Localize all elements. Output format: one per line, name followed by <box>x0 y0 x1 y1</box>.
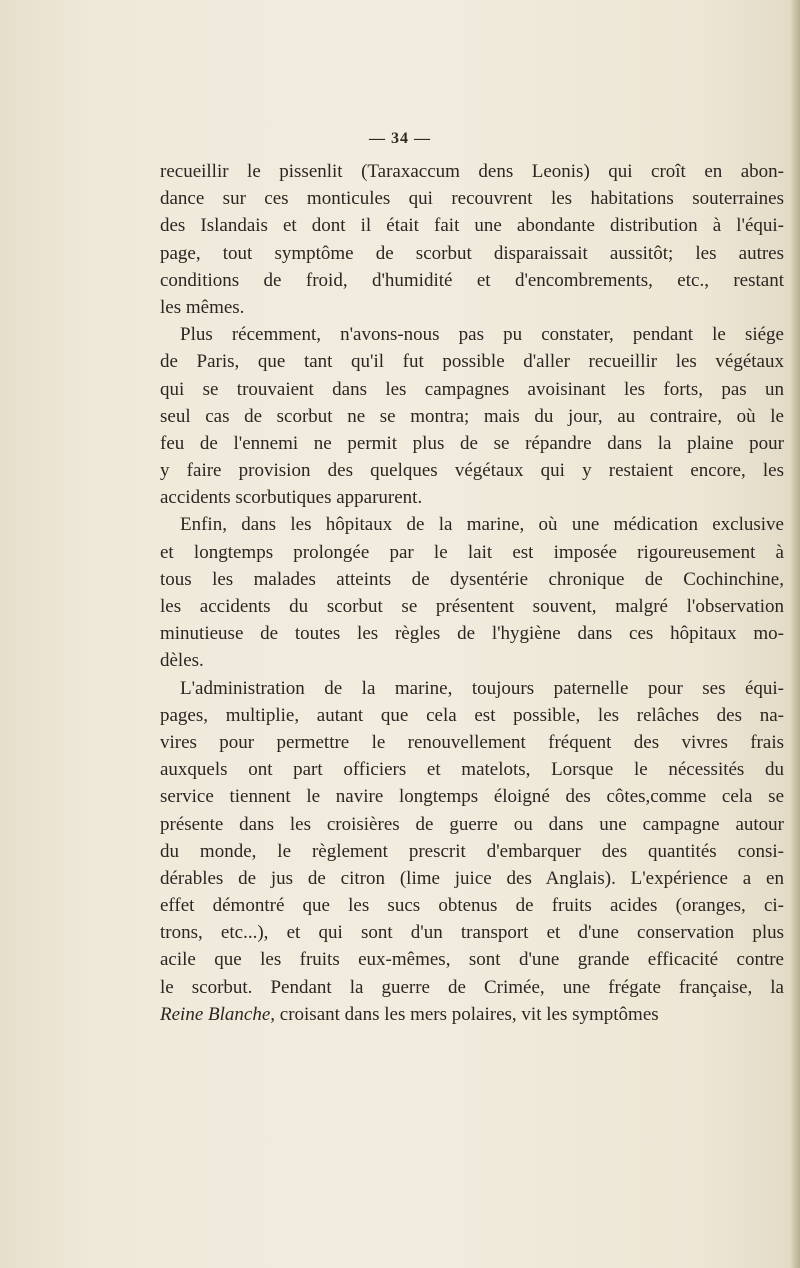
text-line: dèles. <box>160 650 204 672</box>
text-line: dance sur ces monticules qui recouvrent les habitations souterraines <box>160 188 784 210</box>
text-line: les mêmes. <box>160 296 245 318</box>
ship-name: Reine Blanche, <box>160 1003 276 1025</box>
text-line: effet démontré que les sucs obtenus de fruits acides (oranges, ci- <box>160 895 784 917</box>
text-line: pages, multiplie, autant que cela est possible, les relâches des na- <box>160 704 784 726</box>
text-line: Plus récemment, n'avons-nous pas pu constater, pendant le siége <box>180 324 784 346</box>
text-line: recueillir le pissenlit (Taraxaccum dens Leonis) qui croît en abon- <box>160 161 784 182</box>
text-line: acile que les fruits eux-mêmes, sont d'une grande efficacité contre <box>160 949 784 971</box>
final-line-rest: croisant dans les mers polaires, vit les symptômes <box>275 1003 659 1025</box>
text-line: auxquels ont part officiers et matelots, Lorsque le nécessités du <box>160 759 784 781</box>
text-line: vires pour permettre le renouvellement fréquent des vivres frais <box>160 731 784 753</box>
text-line: dérables de jus de citron (lime juice des Anglais). L'expérience a en <box>160 867 784 889</box>
text-line: présente dans les croisières de guerre ou dans une campagne autour <box>160 813 784 835</box>
text-line: des Islandais et dont il était fait une abondante distribution à l'équi- <box>160 215 784 237</box>
page-edge-shadow <box>790 0 800 1268</box>
text-line: page, tout symptôme de scorbut disparaissait aussitôt; les autres <box>160 242 784 264</box>
text-line: accidents scorbutiques apparurent. <box>160 487 423 509</box>
text-line: de Paris, que tant qu'il fut possible d'aller recueillir les végétaux <box>160 351 784 373</box>
text-line: conditions de froid, d'humidité et d'encombrements, etc., restant <box>160 269 784 291</box>
text-line: et longtemps prolongée par le lait est imposée rigoureusement à <box>160 541 784 563</box>
text-line: service tiennent le navire longtemps éloigné des côtes,comme cela se <box>160 786 784 808</box>
text-line: seul cas de scorbut ne se montra; mais du jour, au contraire, où le <box>160 405 784 427</box>
text-line: L'administration de la marine, toujours paternelle pour ses équi- <box>180 677 784 699</box>
body-text <box>160 158 784 1028</box>
text-line: du monde, le règlement prescrit d'embarquer des quantités consi- <box>160 840 784 862</box>
text-line: minutieuse de toutes les règles de l'hygiène dans ces hôpitaux mo- <box>160 623 784 645</box>
text-line: qui se trouvaient dans les campagnes avoisinant les forts, pas un <box>160 378 784 400</box>
text-line: y faire provision des quelques végétaux qui y restaient encore, les <box>160 460 784 482</box>
text-line: Enfin, dans les hôpitaux de la marine, où une médication exclusive <box>180 514 784 536</box>
page-number: — 34 — <box>369 130 431 147</box>
text-line: trons, etc...), et qui sont d'un transport et d'une conservation plus <box>160 922 784 944</box>
text-line-final <box>160 1001 784 1028</box>
text-line: le scorbut. Pendant la guerre de Crimée, une frégate française, la <box>160 976 784 998</box>
text-line: tous les malades atteints de dysentérie chronique de Cochinchine, <box>160 568 784 590</box>
text-line: les accidents du scorbut se présentent souvent, malgré l'observation <box>160 596 784 617</box>
text-line: feu de l'ennemi ne permit plus de se répandre dans la plaine pour <box>160 432 784 454</box>
